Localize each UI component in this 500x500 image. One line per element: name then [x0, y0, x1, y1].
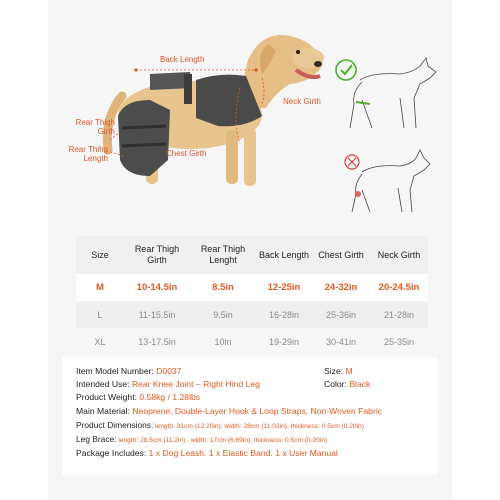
header-chest-girth: Chest Girth — [318, 249, 364, 260]
header-size: Size — [91, 249, 109, 260]
table-cell: 13-17.5in — [138, 336, 176, 347]
spec-key: Intended Use: — [76, 379, 130, 389]
correct-wearing-illustration — [336, 58, 436, 128]
table-cell: 10-14.5in — [136, 282, 178, 293]
spec-value: M — [345, 366, 353, 376]
rear-thigh-girth-label: Rear Thigh Girth — [75, 118, 115, 136]
table-cell: L — [97, 309, 103, 320]
table-cell: 20-24.5in — [378, 282, 420, 293]
spec-material — [76, 406, 382, 416]
spec-value: length: 31cm (12.20in), width: 28cm (11.02in), thickness: 0.5cm (0.20in) — [155, 423, 364, 430]
spec-model — [76, 366, 182, 376]
table-cell: 21-28in — [383, 309, 415, 320]
table-row — [76, 301, 428, 328]
table-cell: 11-15.5in — [138, 309, 176, 320]
spec-value: D0037 — [156, 366, 182, 376]
spec-value: Rear Knee Joint – Right Hind Leg — [131, 379, 260, 389]
spec-color — [324, 379, 370, 389]
spec-leg-brace — [76, 434, 327, 444]
spec-key: Product Dimensions: — [76, 420, 154, 430]
chest-girth-label: Chest Girth — [166, 149, 207, 158]
table-row — [76, 274, 428, 301]
spec-use — [76, 379, 260, 389]
table-cell: 19-29in — [268, 336, 300, 347]
table-header-row — [76, 236, 428, 274]
back-length-label: Back Length — [160, 55, 205, 64]
product-specs-panel — [62, 357, 438, 475]
size-chart-table — [76, 236, 428, 355]
spec-key: Main Material: — [76, 406, 130, 416]
table-cell: 16-28in — [268, 309, 300, 320]
wrong-wearing-illustration — [345, 150, 430, 212]
table-row — [76, 328, 428, 355]
header-rear-thigh-length: Rear Thigh Lenght — [200, 244, 246, 265]
rear-thigh-length-label: Rear Thihg Length — [68, 145, 108, 163]
header-neck-girth: Neck Girth — [377, 249, 421, 260]
table-cell: 9.5in — [213, 309, 233, 320]
table-cell: M — [96, 282, 104, 293]
spec-value: length: 28.5cm (11.2in) , width: 17cm (6.69in), thickness: 0.5cm (0.20in) — [118, 437, 328, 444]
spec-key: Size: — [324, 366, 344, 376]
spec-value: 0.58kg / 1.28lbs — [139, 392, 201, 402]
spec-key: Product Weight: — [76, 392, 137, 402]
table-cell: 30-41in — [325, 336, 357, 347]
header-rear-thigh-girth: Rear Thigh Girth — [134, 244, 180, 265]
neck-girth-label: Neck Girth — [283, 97, 321, 106]
table-cell: 25-35in — [383, 336, 415, 347]
table-cell: 25-36in — [325, 309, 357, 320]
spec-value: Black — [349, 379, 371, 389]
check-circle-icon — [336, 60, 356, 80]
table-cell: 12-25in — [267, 282, 301, 293]
spec-dimensions — [76, 420, 364, 430]
spec-key: Item Model Number: — [76, 366, 154, 376]
table-cell: XL — [94, 336, 106, 347]
spec-key: Color: — [324, 379, 347, 389]
spec-key: Package Includes: — [76, 448, 147, 458]
spec-weight — [76, 392, 200, 402]
table-cell: 8.5in — [212, 282, 234, 293]
table-cell: 24-32in — [324, 282, 358, 293]
spec-package — [76, 448, 338, 458]
spec-value: Neoprene, Double-Layer Hook & Loop Straps, Non-Woven Fabric — [132, 406, 383, 416]
spec-value: 1 x Dog Leash. 1 x Elastic Band. 1 x User Manual — [148, 448, 338, 458]
table-cell: 10in — [214, 336, 232, 347]
spec-size — [324, 366, 353, 376]
spec-key: Leg Brace: — [76, 434, 117, 444]
header-back-length: Back Length — [258, 249, 310, 260]
